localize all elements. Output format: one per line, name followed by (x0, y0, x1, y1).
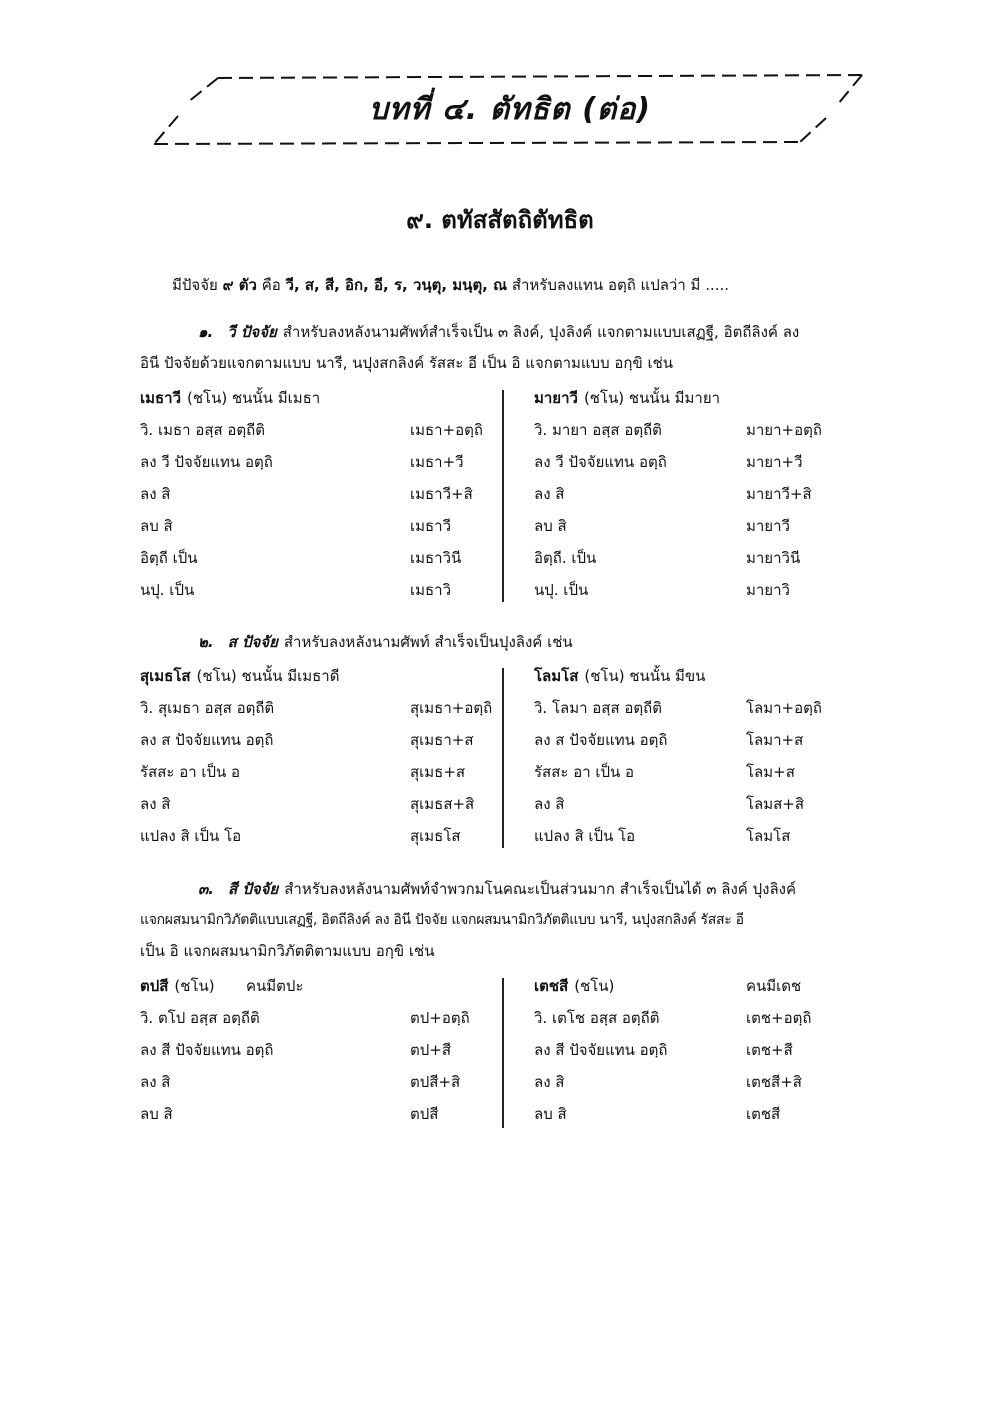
derivation-form: เตชสี+สิ (746, 1073, 802, 1091)
derivation-row (534, 1002, 884, 1034)
derivation-step: ลง สิ (140, 485, 171, 503)
derivation-step: ลบ สิ (534, 517, 567, 535)
derivation-form: เมธาวี+สิ (410, 485, 473, 503)
derivation-row (534, 756, 884, 788)
paragraph-line (140, 317, 870, 348)
paragraph-number: ๑. (198, 323, 214, 341)
derivation-step: ลง ส ปัจจัยแทน อตฺถิ (534, 731, 668, 749)
derivation-step: รัสสะ อา เป็น อ (534, 763, 635, 781)
derivation-row (534, 574, 884, 606)
column-divider (502, 978, 504, 1128)
derivation-form: มายา+วี (746, 453, 803, 471)
derivation-form: มายาวี (746, 517, 790, 535)
heading-word: โลมโส (534, 667, 579, 685)
derivation-step: ลง สิ (140, 1073, 171, 1091)
heading-word: เตชสี (534, 977, 569, 995)
derivation-step: ลบ สิ (140, 517, 173, 535)
derivation-step: อิตฺถี เป็น (140, 549, 198, 567)
column-divider (502, 668, 504, 848)
paragraph-line (140, 627, 870, 658)
derivation-column-left (140, 660, 493, 852)
derivation-form: ตปสี (410, 1105, 439, 1123)
derivation-row (140, 510, 490, 542)
derivation-row (534, 1098, 884, 1130)
derivation-row (140, 1066, 490, 1098)
derivation-row (140, 1098, 490, 1130)
derivation-step: ลง วี ปัจจัยแทน อตฺถิ (140, 453, 273, 471)
heading-word: สุเมธโส (140, 667, 191, 685)
derivation-step: ลง สี ปัจจัยแทน อตฺถิ (534, 1041, 668, 1059)
paragraph-line: อินี ปัจจัยด้วยแจกตามแบบ นารี, นปุงสกลิงค์ รัสสะ อี เป็น อิ แจกตามแบบ อกฺขิ เช่น (140, 354, 674, 372)
derivation-step: ลบ สิ (140, 1105, 173, 1123)
derivation-form: สุเมธโส (410, 827, 461, 845)
intro-paragraph (172, 273, 729, 297)
derivation-heading (140, 970, 490, 1002)
derivation-form: เมธาวินี (410, 549, 462, 567)
derivation-row (140, 788, 490, 820)
derivation-step: ลง สิ (534, 1073, 565, 1091)
derivation-form: โลมา+ส (746, 731, 804, 749)
derivation-row (534, 788, 884, 820)
heading-meaning: (ชโน) (174, 977, 215, 995)
derivation-step: ลบ สิ (534, 1105, 567, 1123)
paragraph-line: แจกผสมนามิกวิภัตติแบบเสฏฐี, อิตถีลิงค์ ลง อินี ปัจจัย แจกผสมนามิกวิภัตติแบบ นารี, นปุงสกลิงค์ รัสสะ อี (140, 912, 744, 928)
derivation-form: เตช+สี (746, 1041, 793, 1059)
derivation-step: วิ. เตโช อสฺส อตฺถีติ (534, 1009, 660, 1027)
heading-gloss: คนมีเดช (746, 977, 802, 995)
derivation-form: สุเมธา+ส (410, 731, 474, 749)
paragraph-keyword: วี ปัจจัย (227, 323, 277, 341)
derivation-row (140, 414, 490, 446)
derivation-row (534, 446, 884, 478)
derivation-form: เมธา+อตฺถิ (410, 421, 483, 439)
derivation-form: โลม+ส (746, 763, 795, 781)
chapter-title: บทที่ ๔. ตัทธิต (ต่อ) (368, 92, 651, 127)
derivation-table-1 (140, 382, 830, 606)
derivation-form: เมธาวี (410, 517, 452, 535)
derivation-form: มายาวินี (746, 549, 801, 567)
derivation-form: มายาวิ (746, 581, 790, 599)
derivation-row (534, 1066, 884, 1098)
chapter-banner (150, 70, 870, 152)
derivation-step: วิ. ตโป อสฺส อตฺถีติ (140, 1009, 260, 1027)
derivation-step: แปลง สิ เป็น โอ (140, 827, 242, 845)
derivation-row (534, 478, 884, 510)
derivation-row (140, 446, 490, 478)
derivation-table-2 (140, 660, 830, 852)
heading-meaning: (ชโน) ชนนั้น มีขน (584, 667, 706, 685)
derivation-step: ลง สิ (140, 795, 171, 813)
derivation-step: วิ. สุเมธา อสฺส อตฺถีติ (140, 699, 275, 717)
derivation-column-right (534, 382, 884, 606)
derivation-step: แปลง สิ เป็น โอ (534, 827, 636, 845)
paragraph-keyword: ส ปัจจัย (227, 633, 278, 651)
section-title: ๙. ตทัสสัตถิตัทธิต (406, 206, 594, 234)
derivation-step: อิตฺถี. เป็น (534, 549, 597, 567)
derivation-form: ตป+อตฺถิ (410, 1009, 470, 1027)
paragraph-2 (140, 627, 870, 658)
paragraph-text: สำหรับลงหลังนามศัพท์สำเร็จเป็น ๓ ลิงค์, ปุงลิงค์ แจกตามแบบเสฏฐี, อิตถีลิงค์ ลง (282, 323, 800, 341)
derivation-form: เตชสี (746, 1105, 781, 1123)
paragraph-keyword: สี ปัจจัย (227, 880, 279, 898)
derivation-step: วิ. โลมา อสฺส อตฺถีติ (534, 699, 662, 717)
derivation-step: ลง วี ปัจจัยแทน อตฺถิ (534, 453, 667, 471)
derivation-row (140, 574, 490, 606)
intro-suffix-list: วี, ส, สี, อิก, อี, ร, วนฺตุ, มนฺตุ, ณ (285, 276, 508, 294)
paragraph-number: ๒. (198, 633, 214, 651)
derivation-table-3 (140, 970, 830, 1132)
paragraph-line: เป็น อิ แจกผสมนามิกวิภัตติตามแบบ อกฺขิ เช่น (140, 942, 435, 960)
derivation-heading (534, 970, 884, 1002)
derivation-form: เตช+อตฺถิ (746, 1009, 812, 1027)
derivation-row (140, 1002, 490, 1034)
derivation-row (140, 542, 490, 574)
heading-word: ตปสี (140, 977, 169, 995)
derivation-form: โลมโส (746, 827, 791, 845)
derivation-row (140, 1034, 490, 1066)
derivation-row (534, 510, 884, 542)
derivation-form: ตปสี+สิ (410, 1073, 461, 1091)
paragraph-number: ๓. (198, 880, 214, 898)
derivation-heading (534, 382, 884, 414)
derivation-step: รัสสะ อา เป็น อ (140, 763, 241, 781)
derivation-column-right (534, 970, 884, 1130)
derivation-step: นปุ. เป็น (534, 581, 589, 599)
paragraph-text: สำหรับลงหลังนามศัพท์จำพวกมโนคณะเป็นส่วนมาก สำเร็จเป็นได้ ๓ ลิงค์ ปุงลิงค์ (284, 880, 797, 898)
derivation-step: ลง สี ปัจจัยแทน อตฺถิ (140, 1041, 274, 1059)
derivation-row (140, 756, 490, 788)
derivation-row (534, 414, 884, 446)
intro-prefix: มีปัจจัย (172, 276, 218, 294)
derivation-row (140, 692, 493, 724)
derivation-form: โลมา+อตฺถิ (746, 699, 822, 717)
derivation-row (140, 820, 490, 852)
derivation-step: ลง สิ (534, 485, 565, 503)
heading-meaning: (ชโน) ชนนั้น มีเมธา (187, 389, 321, 407)
derivation-column-left (140, 970, 490, 1130)
derivation-heading (140, 382, 490, 414)
derivation-form: เมธาวิ (410, 581, 452, 599)
derivation-step: วิ. มายา อสฺส อตฺถีติ (534, 421, 662, 439)
derivation-heading (534, 660, 884, 692)
intro-suffix: สำหรับลงแทน อตฺถิ แปลว่า มี ..... (511, 276, 730, 294)
heading-meaning: (ชโน) (574, 977, 615, 995)
derivation-row (140, 724, 490, 756)
derivation-row (534, 724, 884, 756)
paragraph-3 (140, 874, 870, 967)
derivation-step: นปุ. เป็น (140, 581, 195, 599)
paragraph-text: สำหรับลงหลังนามศัพท์ สำเร็จเป็นปุงลิงค์ เช่น (283, 633, 573, 651)
paragraph-line (140, 874, 870, 905)
derivation-form: สุเมธ+ส (410, 763, 466, 781)
derivation-row (534, 542, 884, 574)
derivation-form: เมธา+วี (410, 453, 464, 471)
derivation-column-left (140, 382, 490, 606)
derivation-form: สุเมธา+อตฺถิ (410, 699, 493, 717)
intro-middle: คือ (261, 276, 281, 294)
heading-word: เมธาวี (140, 389, 182, 407)
derivation-row (534, 692, 884, 724)
derivation-row (534, 1034, 884, 1066)
derivation-column-right (534, 660, 884, 852)
derivation-form: มายาวี+สิ (746, 485, 812, 503)
paragraph-1 (140, 317, 870, 379)
derivation-row (140, 478, 490, 510)
derivation-form: ตป+สี (410, 1041, 451, 1059)
column-divider (502, 390, 504, 602)
derivation-form: โลมส+สิ (746, 795, 805, 813)
heading-word: มายาวี (534, 389, 578, 407)
derivation-form: มายา+อตฺถิ (746, 421, 822, 439)
heading-meaning: (ชโน) ชนนั้น มีเมธาดี (196, 667, 340, 685)
derivation-step: ลง ส ปัจจัยแทน อตฺถิ (140, 731, 274, 749)
intro-count: ๙ ตัว (222, 276, 257, 294)
derivation-form: สุเมธส+สิ (410, 795, 475, 813)
derivation-heading (140, 660, 490, 692)
derivation-step: ลง สิ (534, 795, 565, 813)
derivation-row (534, 820, 884, 852)
derivation-step: วิ. เมธา อสฺส อตฺถีติ (140, 421, 265, 439)
heading-gloss: คนมีตปะ (246, 977, 304, 995)
heading-meaning: (ชโน) ชนนั้น มีมายา (583, 389, 721, 407)
